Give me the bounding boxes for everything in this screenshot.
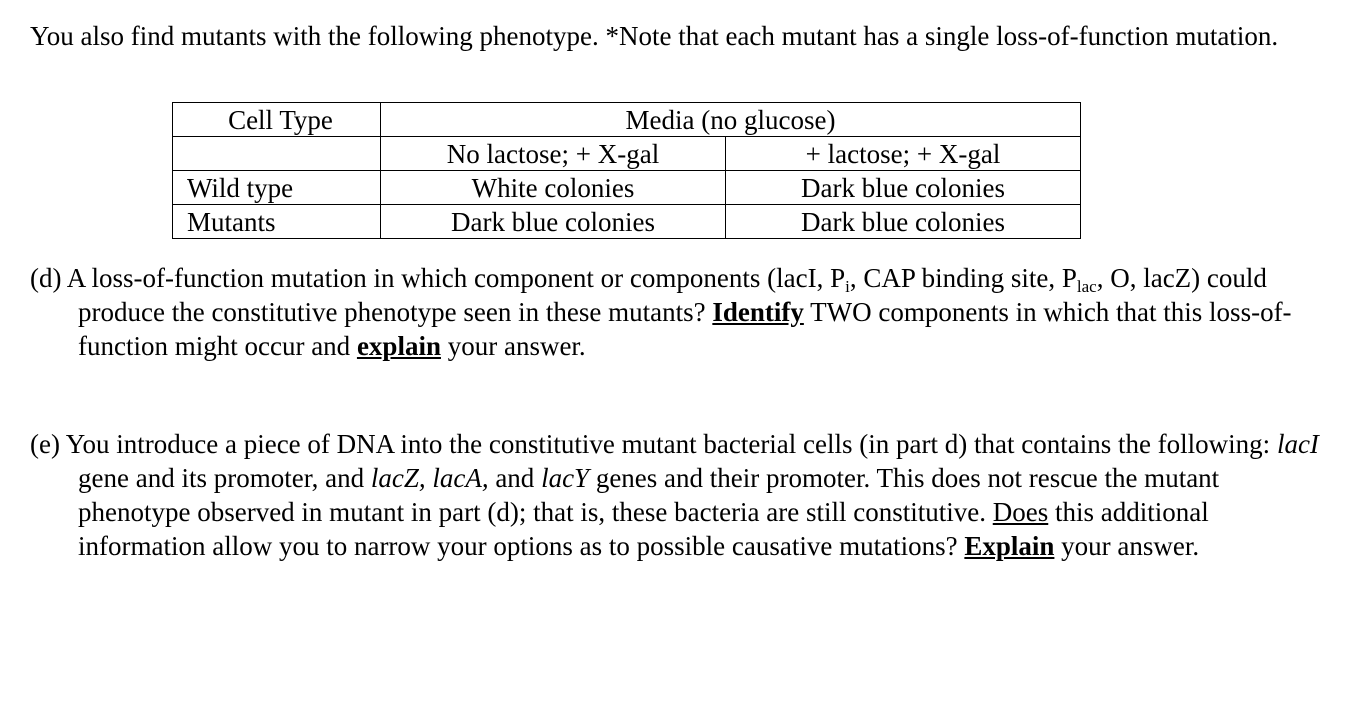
cell-no-lactose: Dark blue colonies xyxy=(381,205,726,239)
question-d-text: (d) A loss-of-function mutation in which component or components (lacI, P xyxy=(30,263,846,293)
header-cell-type: Cell Type xyxy=(173,103,381,137)
cell-lactose: Dark blue colonies xyxy=(726,205,1081,239)
subheader-no-lactose: No lactose; + X-gal xyxy=(381,137,726,171)
question-d-text: your answer. xyxy=(440,331,586,361)
intro-text xyxy=(30,19,1330,53)
question-d-text: , CAP binding site, P xyxy=(849,263,1077,293)
question-e-text: this additional information allow you to narrow your options as to possible causative mutations? xyxy=(78,497,1209,561)
row-label: Mutants xyxy=(173,205,381,239)
question-e-text: and xyxy=(488,463,542,493)
row-label: Wild type xyxy=(173,171,381,205)
question-e-text: your answer. xyxy=(1054,531,1200,561)
explain-emphasis: explain xyxy=(356,331,441,361)
header-media: Media (no glucose) xyxy=(381,103,1081,137)
cell-no-lactose: White colonies xyxy=(381,171,726,205)
subscript-i: i xyxy=(845,277,850,296)
question-e-text: (e) You introduce a piece of DNA into the constitutive mutant bacterial cells (in part d) that contains the following: xyxy=(30,429,1277,459)
explain-emphasis: Explain xyxy=(964,531,1055,561)
question-d xyxy=(30,261,1330,363)
gene-lacz-laca: lacZ, lacA, xyxy=(370,463,489,493)
question-e-text: genes and their promoter. This does not rescue the mutant phenotype observed in mutant in part (d); that is, these bacteria are still constitutive. xyxy=(78,463,1220,527)
table-header-row xyxy=(173,103,1081,137)
table-subheader-row xyxy=(173,137,1081,171)
question-d-text: TWO components in which that this loss-of-function might occur and xyxy=(78,297,1292,361)
subscript-lac: lac xyxy=(1076,277,1097,296)
question-e-text: gene and its promoter, and xyxy=(78,463,371,493)
subheader-lactose: + lactose; + X-gal xyxy=(726,137,1081,171)
table-row xyxy=(173,205,1081,239)
intro-sentence: You also find mutants with the following phenotype. *Note that each mutant has a single loss-of-function mutation. xyxy=(30,21,1279,51)
question-e xyxy=(30,427,1330,563)
question-d-text: , O, lacZ) could produce the constitutive phenotype seen in these mutants? xyxy=(78,263,1267,327)
table-row xyxy=(173,171,1081,205)
gene-laci: lacI xyxy=(1276,429,1319,459)
does-emphasis: Does xyxy=(992,497,1049,527)
identify-emphasis: Identify xyxy=(712,297,804,327)
phenotype-table xyxy=(172,102,1081,239)
subheader-empty xyxy=(173,137,381,171)
cell-lactose: Dark blue colonies xyxy=(726,171,1081,205)
gene-lacy: lacY xyxy=(541,463,590,493)
